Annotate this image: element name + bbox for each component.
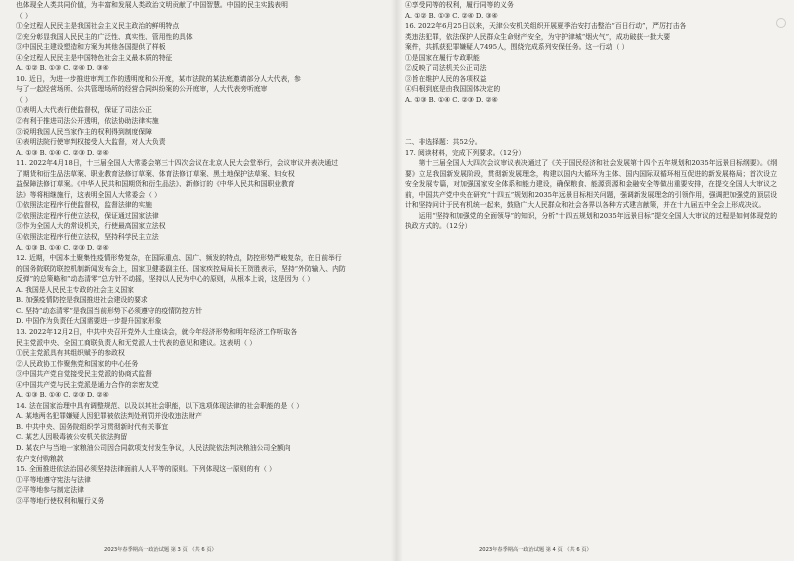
question-17-title: 17. 阅读材料，完成下列要求。（12分） <box>405 148 526 157</box>
stamp-mark <box>776 18 786 28</box>
text-line: ③中国民主建设塑造和方案为其他各国提供了样板 <box>16 43 166 52</box>
text-line: 15. 全面推进依法治国必须坚持法律面前人人平等的原则。下列体现这一原则的有（ ） <box>16 465 276 474</box>
text-line: A. 我国是人民民主专政的社会主义国家 <box>16 285 134 294</box>
text-line: 13. 2022年12月2日，中共中央召开党外人士座谈会，就今年经济形势和明年经济工作听取各 <box>16 327 298 336</box>
text-line: 反弹”的总策略和“动态清零”总方针不动摇，坚持以人民为中心的原则，从根本上说，这是因为（ ） <box>16 275 315 284</box>
text-line: （ ） <box>16 95 32 104</box>
text-line: ④归根到底是由我国国体决定的 <box>405 85 501 94</box>
text-line: （ ） <box>16 11 32 20</box>
text-line: 农户支付购粮款 <box>16 454 64 463</box>
text-line: 10. 近日，为进一步推进审判工作的透明度和公开度，某市法院的某法庭邀请部分人大代表，参 <box>16 74 301 83</box>
text-line: ②依照法定程序行使立法权，保证通过国家法律 <box>16 211 159 220</box>
text-line: ④享受同等的权利，履行同等的义务 <box>405 1 514 9</box>
text-line: ①全过程人民民主是我国社会主义民主政治的鲜明特点 <box>16 22 180 31</box>
text-line: ②有利于推进司法公开透明，依法协助法律实施 <box>16 117 159 126</box>
text-line: B. 加强疫情防控是我国推进社会建设的要求 <box>16 296 148 305</box>
text-line: 与了一起经营场所、公共管理场所的经营合同纠纷案的公开庭审，人大代表旁听庭审 <box>16 85 268 94</box>
spacer <box>405 116 777 127</box>
text-line: B. 中共中央、国务院组织学习贯彻新时代有关事宜 <box>16 422 169 431</box>
section-title: 二、非选择题：共52分。 <box>405 138 482 147</box>
text-line: ②反映了司法机关公正司法 <box>405 64 487 73</box>
exam-page-4 <box>397 0 794 561</box>
text-line: ③作为全国人大的常设机关，行使最高国家立法权 <box>16 222 166 231</box>
question-17-prompt: 运用“坚持和加强党的全面领导”的知识，分析“十四五规划和2035年远景目标”提交全国人大审议的过程是如何体现党的执政方式的。（12分） <box>405 211 777 231</box>
text-line: 也体现全人类共同价值，为丰富和发展人类政治文明贡献了中国智慧。中国的民主实践表明 <box>16 1 288 9</box>
text-line: ①平等地遵守宪法与法律 <box>16 475 91 484</box>
text-line: ②充分彰显我国人民民主的广泛性、真实性、管用性的具体 <box>16 32 193 41</box>
text-line: ①是国家在履行专政职能 <box>405 53 480 62</box>
page-3-content <box>16 0 382 506</box>
text-line: D. 某农户与当地一家粮油公司因合同款项支付发生争议，人民法院依法判决粮油公司全额向 <box>16 443 291 452</box>
text-line: A. 某地两名犯罪嫌疑人因犯罪被依法判处刑罚并没收违法财产 <box>16 412 202 421</box>
book-gutter <box>391 0 403 561</box>
text-line: ②平等地参与制定法律 <box>16 486 84 495</box>
text-line: 了期货和衍生品法草案、职业教育法修订草案、体育法修订草案、黑土地保护法草案、妇女权 <box>16 169 295 178</box>
text-line: ①依照法定程序行使监督权，监督法律的实施 <box>16 201 152 210</box>
spacer <box>405 105 777 116</box>
text-line: D. 中国作为负责任大国需要进一步提升国家形象 <box>16 317 162 326</box>
text-line: C. 坚持“动态清零”是我国当前形势下必须遵守的疫情防控方针 <box>16 306 203 315</box>
answer-options-line: A. ①② B. ①③ C. ②④ D. ③④ <box>405 11 498 20</box>
answer-options-line: A. ①③ B. ①④ C. ②③ D. ②④ <box>405 95 498 104</box>
text-line: 益保障法修订草案。《中华人民共和国期货和衍生品法》、新修订的《中华人民共和国职业教育 <box>16 180 295 189</box>
text-line: 法》等将相继施行，这表明全国人大常委会（ ） <box>16 190 161 199</box>
text-line: 11. 2022年4月18日，十三届全国人大常委会第三十四次会议在北京人民大会堂举行，会议审议并表决通过 <box>16 159 338 168</box>
text-line: ③中国共产党自觉接受民主党派的协商式监督 <box>16 370 152 379</box>
question-17-material: 第十三届全国人大四次会议审议表决通过了《关于国民经济和社会发展第十四个五年规划和2035年远景目标纲要》。《纲要》立足我国新发展阶段，贯彻新发展理念，构建以国内大循环为主体、国内国际双循环相互促进的新发展格局；首次设立安全发展专篇，对加强国家安全体系和能力建设，确保粮食、能源资源和金融安全等做出重要安排，在提交全国人大审议之前，中国共产党中央在研究“十四五”规划和2035年远景目标相关问题，强调新发展理念的引领作用，强调把加强党的顶层设计和坚持问计于民有机统一起来，鼓励广大人民群众和社会各界以各种方式建言献策，并在十九届五中全会上形成决议。 <box>405 159 777 210</box>
text-line: ④全过程人民民主是中国特色社会主义最本质的特征 <box>16 53 173 62</box>
answer-options-line: A. ①③ B. ①④ C. ②③ D. ②④ <box>16 391 109 400</box>
page-4-content <box>405 0 777 232</box>
text-line: ②人民政协工作聚焦党和国家的中心任务 <box>16 359 139 368</box>
text-line: 案件，共抓获犯罪嫌疑人7495人，围绕完成系列安保任务。这一行动（ ） <box>405 43 629 52</box>
text-line: ④中国共产党与民主党派是通力合作的亲密友党 <box>16 380 159 389</box>
text-line: ③说明我国人民当家作主的权利得到制度保障 <box>16 127 152 136</box>
page-3-footer: 2023年春季期高一政治试题 第 3 页 （共 6 页） <box>104 547 217 553</box>
question-16-block <box>405 0 777 105</box>
text-line: ①民主党派具有其组织赋予的参政权 <box>16 349 125 358</box>
text-line: 12. 近期，中国本土聚集性疫情形势复杂，在国际重点、国广、频发的特点，防控形势严峻复杂，在日前举行 <box>16 254 342 263</box>
page-4-footer: 2023年春季期高一政治试题 第 4 页 （共 6 页） <box>479 547 592 553</box>
spacer <box>405 127 777 138</box>
answer-options-line: A. ①③ B. ①④ C. ②③ D. ②④ <box>16 243 109 252</box>
text-line: 的国务院联防联控机制新闻发布会上，国家卫健委副主任、国家疾控局局长王贺胜表示，坚持“外防输入、内防 <box>16 264 346 273</box>
text-line: 类违法犯罪，依法保护人民群众生命财产安全，为守护津城“烟火气”，成功破获一批大要 <box>405 32 671 41</box>
text-line: ④依照法定程序行使立法权，坚持科学民主立法 <box>16 233 159 242</box>
text-line: ①表明人大代表行使监督权，保证了司法公正 <box>16 106 152 115</box>
text-line: 14. 法在国家治理中具有调整规范、以及以其社会职能，以下选项体现法律的社会职能的是（ ） <box>16 401 304 410</box>
text-line: ③平等地行使权利和履行义务 <box>16 496 105 505</box>
text-line: 16. 2022年6月25日以来，天津公安机关组织开展夏季治安打击整治“百日行动”，严厉打击各 <box>405 22 687 31</box>
answer-options-line: A. ①③ B. ①④ C. ②③ D. ②④ <box>16 148 109 157</box>
text-line: 民主党派中央、全国工商联负责人和无党派人士代表的意见和建议。这表明（ ） <box>16 338 257 347</box>
text-line: ④表明法院行使审判权接受人大监督，对人大负责 <box>16 138 166 147</box>
answer-options-line: A. ①② B. ①③ C. ②④ D. ③④ <box>16 64 109 73</box>
text-line: C. 某艺人因吸毒被公安机关依法拘留 <box>16 433 128 442</box>
text-line: ③旨在维护人民的各项权益 <box>405 74 487 83</box>
